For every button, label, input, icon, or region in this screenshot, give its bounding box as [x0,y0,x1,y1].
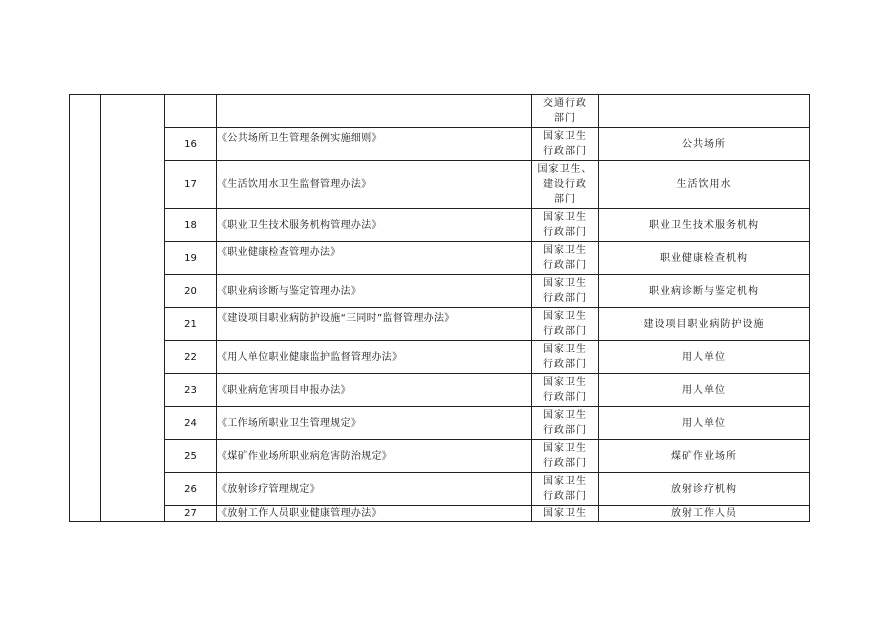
department-line: 国家卫生 [543,311,587,322]
table-row [70,242,810,275]
department-line: 行政部门 [543,392,587,403]
department-line: 行政部门 [543,425,587,436]
row-number [165,95,217,128]
scope-cell: 放射工作人员 [599,506,810,522]
department-cell [532,341,599,374]
regulation-title: 《用人单位职业健康监护监督管理办法》 [217,341,532,374]
row-number: 24 [165,407,217,440]
department-line: 行政部门 [543,146,587,157]
department-line: 国家卫生 [543,245,587,256]
scope-cell: 公共场所 [599,128,810,161]
department-cell [532,209,599,242]
table-row [70,506,810,522]
regulation-title: 《职业病危害项目申报办法》 [217,374,532,407]
department-line: 国家卫生 [543,131,587,142]
department-line: 行政部门 [543,260,587,271]
department-line: 部门 [554,113,576,124]
regulation-title: 《煤矿作业场所职业病危害防治规定》 [217,440,532,473]
scope-cell: 放射诊疗机构 [599,473,810,506]
scope-cell: 建设项目职业病防护设施 [599,308,810,341]
table-row [70,95,810,128]
department-line: 行政部门 [543,458,587,469]
table-row [70,308,810,341]
table-row [70,275,810,308]
row-number: 19 [165,242,217,275]
scope-cell: 职业健康检查机构 [599,242,810,275]
department-line: 行政部门 [543,491,587,502]
row-number: 26 [165,473,217,506]
row-number: 23 [165,374,217,407]
department-cell [532,308,599,341]
table-row [70,407,810,440]
department-line: 国家卫生 [543,212,587,223]
department-line: 国家卫生 [543,278,587,289]
department-line: 国家卫生 [543,508,587,519]
regulation-title-text: 《公共场所卫生管理条例实施细则》 [217,132,382,144]
regulation-title: 《工作场所职业卫生管理规定》 [217,407,532,440]
department-line: 行政部门 [543,359,587,370]
department-cell [532,407,599,440]
department-line: 国家卫生 [543,344,587,355]
table-row [70,161,810,209]
regulation-title [217,128,532,161]
department-cell [532,128,599,161]
scope-cell: 生活饮用水 [599,161,810,209]
row-number: 22 [165,341,217,374]
regulation-title: 《放射工作人员职业健康管理办法》 [217,506,532,522]
row-number: 21 [165,308,217,341]
table-row [70,128,810,161]
department-line: 国家卫生、 [537,164,593,175]
department-line: 国家卫生 [543,410,587,421]
department-line: 行政部门 [543,293,587,304]
department-line: 部门 [554,194,576,205]
row-number: 20 [165,275,217,308]
department-line: 行政部门 [543,326,587,337]
regulation-title [217,308,532,341]
department-line: 国家卫生 [543,377,587,388]
department-cell [532,95,599,128]
department-line: 行政部门 [543,227,587,238]
table-row [70,374,810,407]
regulation-title: 《职业卫生技术服务机构管理办法》 [217,209,532,242]
scope-cell [599,95,810,128]
row-number: 16 [165,128,217,161]
department-cell [532,440,599,473]
department-line: 交通行政 [543,98,587,109]
regulation-title [217,95,532,128]
regulation-title [217,242,532,275]
regulation-table [69,94,810,522]
scope-cell: 职业病诊断与鉴定机构 [599,275,810,308]
regulation-title-text: 《建设项目职业病防护设施“三同时”监督管理办法》 [217,312,455,324]
department-cell [532,242,599,275]
regulation-title-text: 《职业健康检查管理办法》 [217,246,341,258]
table-row [70,209,810,242]
row-number: 17 [165,161,217,209]
department-line: 国家卫生 [543,443,587,454]
row-number: 27 [165,506,217,522]
scope-cell: 职业卫生技术服务机构 [599,209,810,242]
scope-cell: 煤矿作业场所 [599,440,810,473]
department-cell [532,275,599,308]
regulation-title: 《生活饮用水卫生监督管理办法》 [217,161,532,209]
scope-cell: 用人单位 [599,407,810,440]
regulation-title: 《职业病诊断与鉴定管理办法》 [217,275,532,308]
scope-cell: 用人单位 [599,341,810,374]
department-line: 国家卫生 [543,476,587,487]
merged-subcategory-cell [101,95,165,522]
department-cell [532,374,599,407]
department-cell [532,506,599,522]
table-row [70,473,810,506]
table-row [70,440,810,473]
merged-category-cell [70,95,101,522]
department-cell [532,161,599,209]
scope-cell: 用人单位 [599,374,810,407]
regulation-table-body [70,95,810,522]
regulation-title: 《放射诊疗管理规定》 [217,473,532,506]
row-number: 25 [165,440,217,473]
table-row [70,341,810,374]
row-number: 18 [165,209,217,242]
department-line: 建设行政 [543,179,587,190]
department-cell [532,473,599,506]
